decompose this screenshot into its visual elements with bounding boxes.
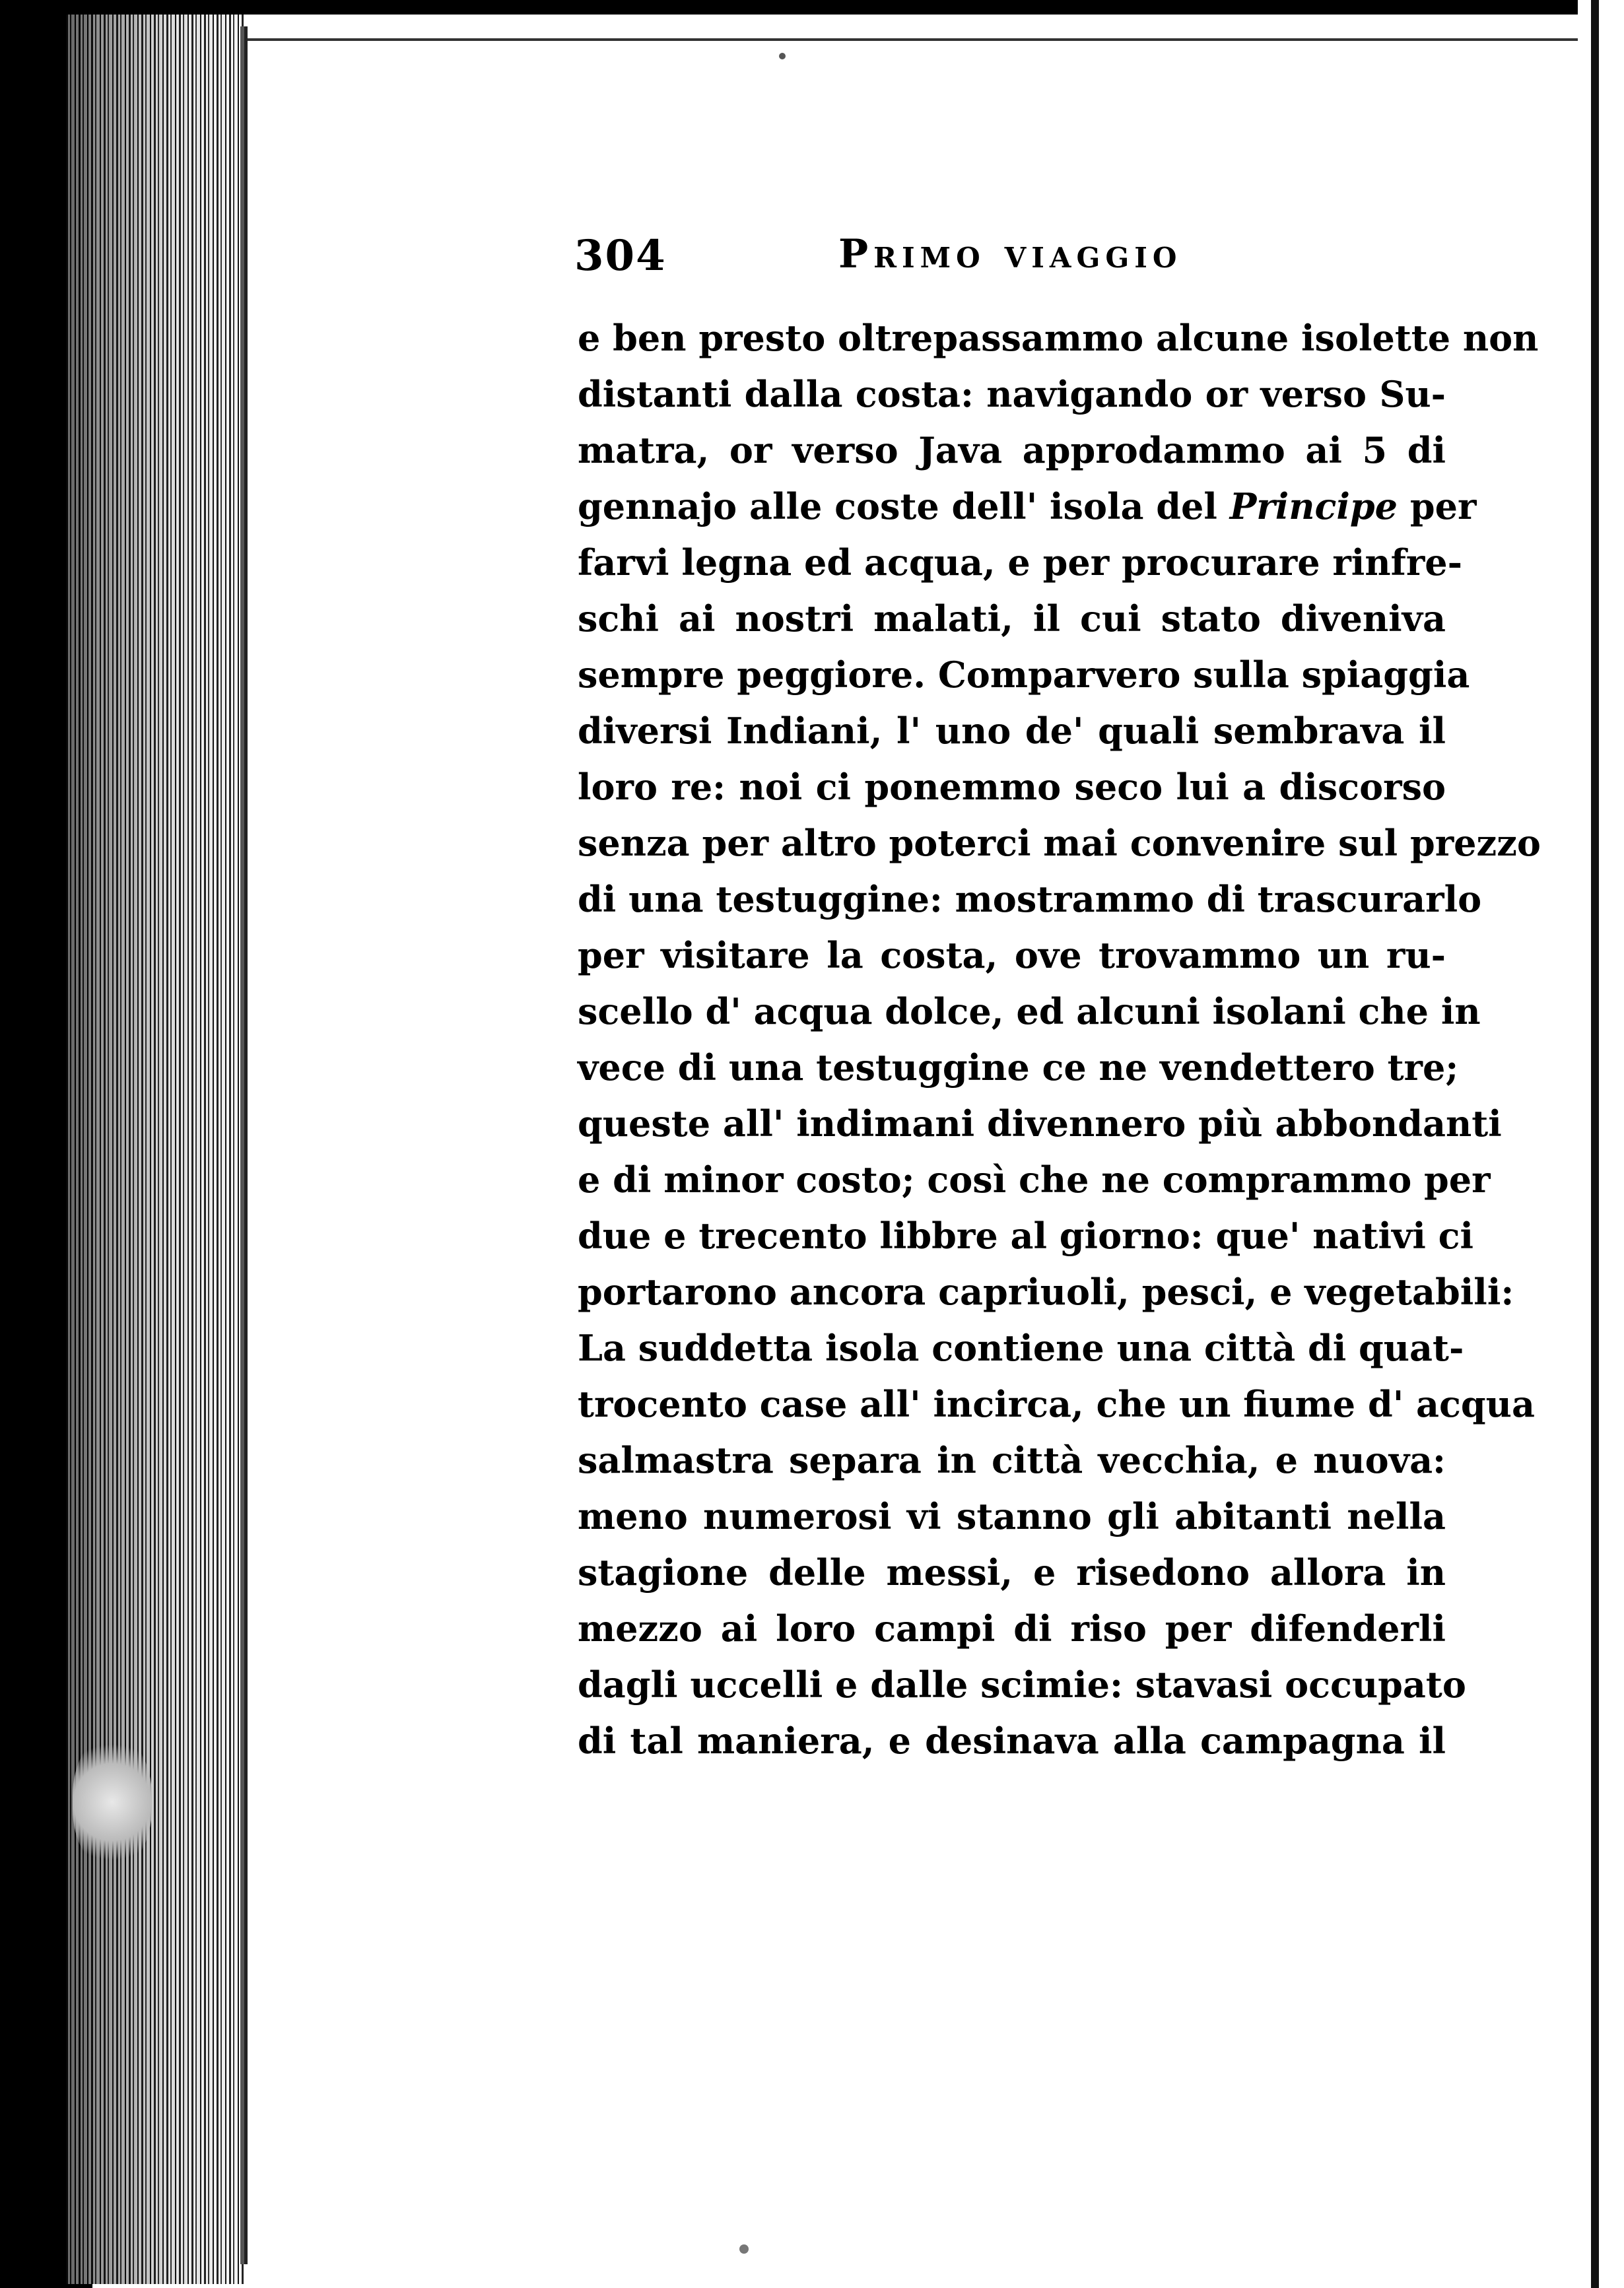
text-line: trocento case all' incirca, che un fiume d' acqua [578,1383,1535,1425]
text-line: schi ai nostri malati, il cui stato diveniva [578,597,1446,640]
ink-speck [779,53,786,59]
text-line: loro re: noi ci ponemmo seco lui a discorso [578,766,1446,808]
text-line: portarono ancora capriuoli, pesci, e vegetabili: [578,1271,1514,1313]
text-line: dagli uccelli e dalle scimie: stavasi occupato [578,1664,1466,1706]
text-line: distanti dalla costa: navigando or verso Su- [578,373,1446,415]
text-line: di una testuggine: mostrammo di trascurarlo [578,878,1482,920]
text-line: sempre peggiore. Comparvero sulla spiaggia [578,654,1470,696]
body-text [578,310,1541,1769]
page-top-edge [248,38,1581,41]
running-head-title: Primo viaggio [838,231,1182,277]
text-line: e ben presto oltrepassammo alcune isolette non [578,317,1539,359]
text-line: La suddetta isola contiene una città di quat- [578,1327,1464,1369]
text-line: diversi Indiani, l' uno de' quali sembrava il [578,710,1446,752]
text-segment: per [1409,485,1477,527]
text-segment: gennajo alle coste dell' isola del [578,485,1217,527]
text-line: meno numerosi vi stanno gli abitanti nella [578,1495,1446,1537]
edge-blotch [73,1736,152,1868]
text-line: due e trecento libbre al giorno: que' nativi ci [578,1215,1474,1257]
text-line: per visitare la costa, ove trovammo un ru- [578,934,1446,976]
text-line: vece di una testuggine ce ne vendettero tre; [578,1046,1459,1089]
text-line: di tal maniera, e desinava alla campagna il [578,1720,1446,1762]
text-line: mezzo ai loro campi di riso per difenderli [578,1607,1446,1650]
text-line: scello d' acqua dolce, ed alcuni isolani che in [578,990,1481,1032]
running-head [574,231,1499,290]
text-line: queste all' indimani divennero più abbondanti [578,1102,1502,1145]
text-line: farvi legna ed acqua, e per procurare rinfre- [578,541,1463,584]
text-line-with-italic [578,479,1477,535]
page-edges-shadow [66,13,244,2284]
text-line: stagione delle messi, e risedono allora in [578,1551,1446,1594]
text-line: senza per altro poterci mai convenire sul prezzo [578,822,1541,864]
scan-right-border [1578,0,1624,2288]
page-number: 304 [574,231,667,281]
text-line: matra, or verso Java approdammo ai 5 di [578,429,1446,471]
text-line: salmastra separa in città vecchia, e nuova: [578,1439,1446,1481]
ink-speck [739,2244,749,2254]
text-line: e di minor costo; così che ne comprammo per [578,1159,1491,1201]
italic-word: Principe [1229,485,1398,527]
scan-top-border [0,0,1624,15]
